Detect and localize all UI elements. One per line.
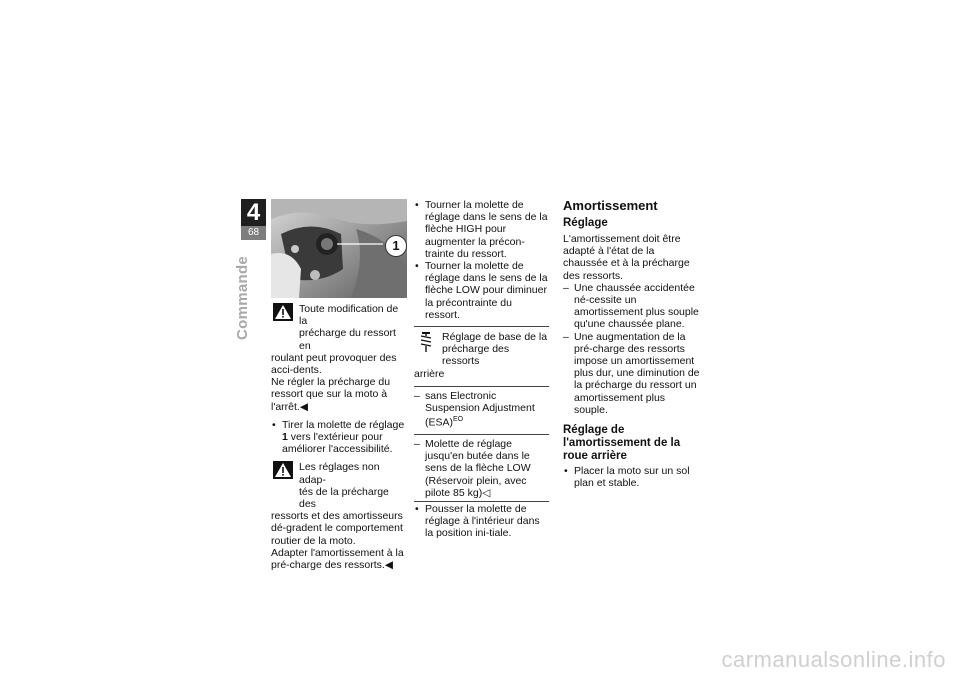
bullet-push-adjuster: • Pousser la molette de réglage à l'intérieur dans la position ini-tiale. (414, 503, 549, 540)
spec-box (414, 326, 549, 499)
warning-1-text: roulant peut provoquer des acci-dents. (271, 351, 397, 377)
option-marker: EO (453, 416, 464, 424)
end-marker-icon: ◀ (384, 559, 393, 572)
watermark: carmanualsonline.info (721, 647, 946, 672)
spec-value: – Molette de réglage jusqu'en butée dans le sens de la flèche LOW (Réservoir plein, avec pilote 85 kg)◁ (414, 438, 549, 499)
warning-icon (273, 303, 293, 321)
callout-number: 1 (392, 238, 400, 253)
end-marker-outline-icon: ◁ (482, 486, 491, 499)
column-1 (271, 303, 406, 571)
dash-preload-increase: – Une augmentation de la pré-charge des ressorts impose un amortissement plus dur, une diminution de la précharge du ressort un amortissement plus souple. (563, 331, 701, 416)
warning-1-line-2: précharge du ressort en (299, 327, 396, 352)
rear-spring-adjuster-photo (271, 199, 407, 298)
spring-preload-icon (416, 331, 436, 353)
bullet-turn-high: • Tourner la molette de réglage dans le sens de la flèche HIGH pour augmenter la précon-trainte du ressort. (414, 199, 549, 260)
callout-ref: 1 (282, 431, 288, 444)
column-3 (563, 198, 701, 489)
callout-badge (385, 235, 407, 257)
warning-1-tail: Ne régler la précharge du ressort que sur la moto à l'arrêt.◀ (271, 376, 391, 413)
damping-intro: L'amortissement doit être adapté à l'état de la chaussée et à la précharge des ressorts. (563, 233, 690, 282)
spec-title-line-2: précharge des ressorts (442, 343, 510, 368)
page-number: 68 (241, 226, 266, 240)
subsection-heading-adjustment: Réglage (563, 217, 608, 229)
bullet-level-ground: • Placer la moto sur un sol plan et stable. (563, 465, 701, 489)
end-marker-icon: ◀ (299, 400, 308, 413)
warning-2-text: ressorts et des amortisseurs dé-gradent le comportement routier de la moto. (271, 510, 403, 547)
warning-2-line-2: tés de la précharge des (299, 485, 389, 511)
warning-1-line-1: Toute modification de la (299, 303, 399, 328)
bullet-pull-adjuster: • Tirer la molette de réglage 1 vers l'extérieur pour améliorer l'accessibilité. (271, 419, 406, 456)
warning-2-tail: Adapter l'amortissement à la pré-charge des ressorts.◀ (271, 546, 404, 572)
bullet-turn-low: • Tourner la molette de réglage dans le sens de la flèche LOW pour diminuer la précontrainte du ressort. (414, 260, 549, 321)
dash-rough-road: – Une chaussée accidentée né-cessite un amortissement plus souple qu'une chaussée plane. (563, 282, 701, 331)
chapter-number: 4 (241, 199, 266, 226)
column-2 (414, 199, 549, 540)
spec-condition: – sans Electronic Suspension Adjustment (ESA)$^{EO}$ (414, 390, 549, 429)
spec-title-line-3: arrière (414, 367, 445, 380)
warning-2-line-1: Les réglages non adap- (299, 461, 380, 486)
subsection-heading-rear-damping: Réglage de l'amortissement de la roue arrière (563, 424, 681, 463)
chapter-name: Commande (234, 255, 251, 340)
warning-icon (273, 461, 293, 479)
spec-title-line-1: Réglage de base de la (442, 331, 548, 344)
section-heading: Amortissement (563, 198, 658, 213)
